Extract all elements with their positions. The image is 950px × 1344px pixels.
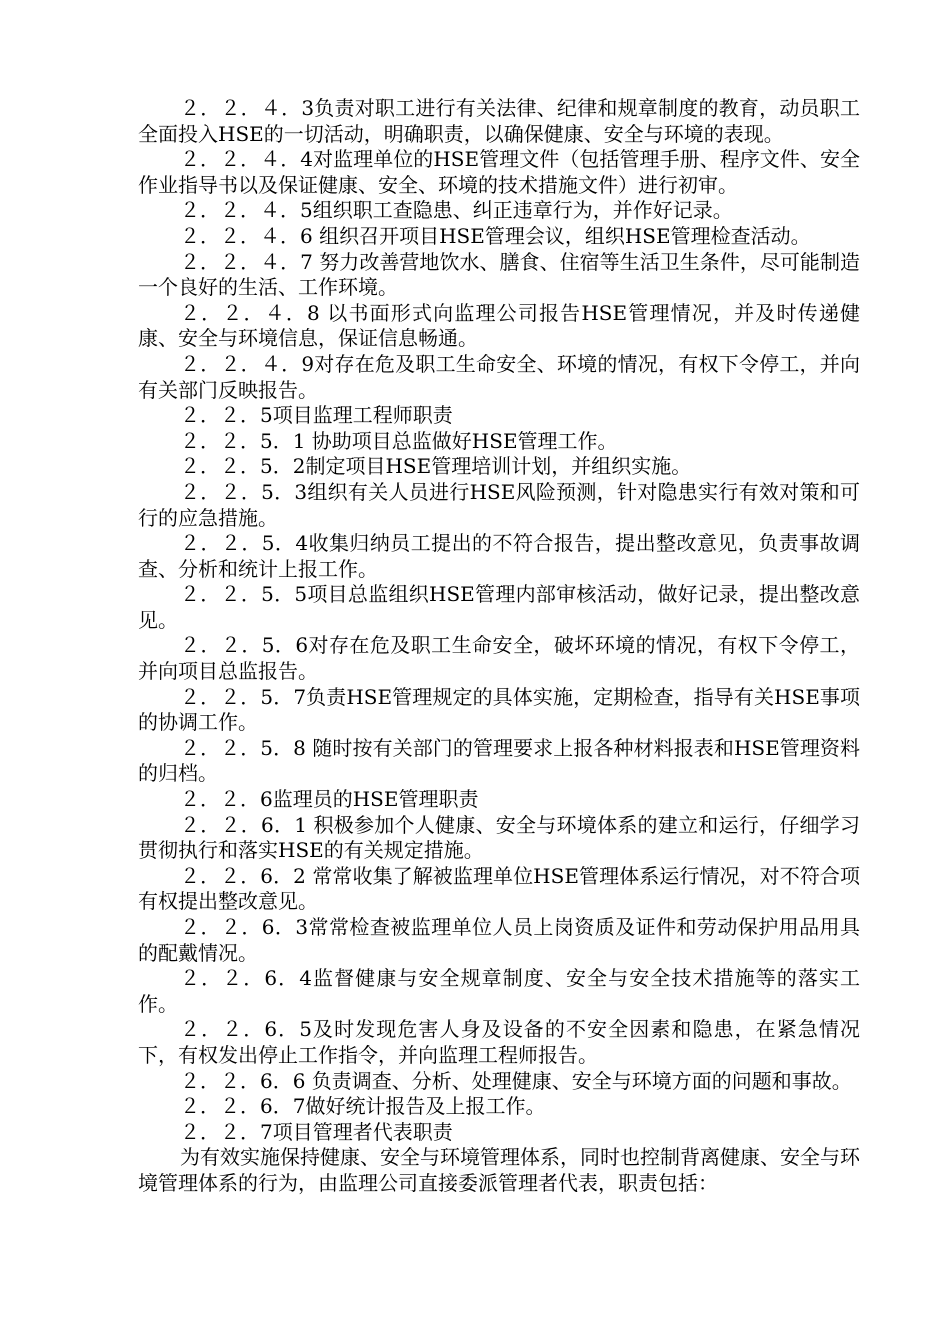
paragraph-2-2-5-2: ２．２．5．2制定项目HSE管理培训计划，并组织实施。 <box>180 454 692 479</box>
section-heading-2-2-6: ２．２．6监理员的HSE管理职责 <box>180 787 479 812</box>
paragraph-2-2-6-7: ２．２．6．7做好统计报告及上报工作。 <box>180 1094 546 1119</box>
document-page <box>138 96 860 1197</box>
paragraph-2-2-4-8: ２．２．４．8 以书面形式向监理公司报告HSE管理情况，并及时传递健康、安全与环境信息，保证信息畅通。 <box>138 300 860 351</box>
paragraph-2-2-6-4: ２．２．6．4监督健康与安全规章制度、安全与安全技术措施等的落实工作。 <box>138 966 860 1016</box>
paragraph-2-2-5-4: ２．２．5．4收集归纳员工提出的不符合报告，提出整改意见，负责事故调查、分析和统计上报工作。 <box>138 531 860 581</box>
paragraph-2-2-4-5: ２．２．４．5组织职工查隐患、纠正违章行为，并作好记录。 <box>180 198 733 223</box>
paragraph-2-2-5-1: ２．２．5．1 协助项目总监做好HSE管理工作。 <box>180 428 618 453</box>
paragraph-2-2-5-7: ２．２．5．7负责HSE管理规定的具体实施，定期检查，指导有关HSE事项的协调工作。 <box>138 684 860 735</box>
section-heading-2-2-7: ２．２．7项目管理者代表职责 <box>180 1119 453 1144</box>
paragraph-representative-duties-intro: 为有效实施保持健康、安全与环境管理体系，同时也控制背离健康、安全与环境管理体系的行为，由监理公司直接委派管理者代表，职责包括： <box>138 1145 860 1195</box>
paragraph-2-2-5-3: ２．２．5．3组织有关人员进行HSE风险预测，针对隐患实行有效对策和可行的应急措施。 <box>138 479 860 530</box>
paragraph-2-2-6-2: ２．２．6．2 常常收集了解被监理单位HSE管理体系运行情况，对不符合项有权提出整改意见。 <box>138 863 860 914</box>
paragraph-2-2-6-5: ２．２．6．5及时发现危害人身及设备的不安全因素和隐患，在紧急情况下，有权发出停止工作指令，并向监理工程师报告。 <box>138 1017 860 1067</box>
paragraph-2-2-4-3: ２．２．４．3负责对职工进行有关法律、纪律和规章制度的教育，动员职工全面投入HSE的一切活动，明确职责，以确保健康、安全与环境的表现。 <box>138 96 860 146</box>
paragraph-2-2-4-6: ２．２．４．6 组织召开项目HSE管理会议，组织HSE管理检查活动。 <box>180 223 811 248</box>
paragraph-2-2-6-3: ２．２．6．3常常检查被监理单位人员上岗资质及证件和劳动保护用品用具的配戴情况。 <box>138 915 860 965</box>
paragraph-2-2-4-7: ２．２．４．7 努力改善营地饮水、膳食、住宿等生活卫生条件，尽可能制造一个良好的生活、工作环境。 <box>138 249 860 300</box>
paragraph-2-2-4-9: ２．２．４．9对存在危及职工生命安全、环境的情况，有权下令停工，并向有关部门反映报告。 <box>138 351 860 402</box>
paragraph-2-2-5-5: ２．２．5．5项目总监组织HSE管理内部审核活动，做好记录，提出整改意见。 <box>138 582 860 632</box>
section-heading-2-2-5: ２．２．5项目监理工程师职责 <box>180 403 453 428</box>
paragraph-2-2-4-4: ２．２．４．4对监理单位的HSE管理文件（包括管理手册、程序文件、安全作业指导书以及保证健康、安全、环境的技术措施文件）进行初审。 <box>138 147 860 197</box>
paragraph-2-2-5-6: ２．２．5．6对存在危及职工生命安全，破坏环境的情况，有权下令停工，并向项目总监报告。 <box>138 633 860 684</box>
paragraph-2-2-6-6: ２．２．6．6 负责调查、分析、处理健康、安全与环境方面的问题和事故。 <box>180 1068 852 1093</box>
paragraph-2-2-5-8: ２．２．5．8 随时按有关部门的管理要求上报各种材料报表和HSE管理资料的归档。 <box>138 735 860 786</box>
paragraph-2-2-6-1: ２．２．6．1 积极参加个人健康、安全与环境体系的建立和运行，仔细学习贯彻执行和落实HSE的有关规定措施。 <box>138 812 860 863</box>
